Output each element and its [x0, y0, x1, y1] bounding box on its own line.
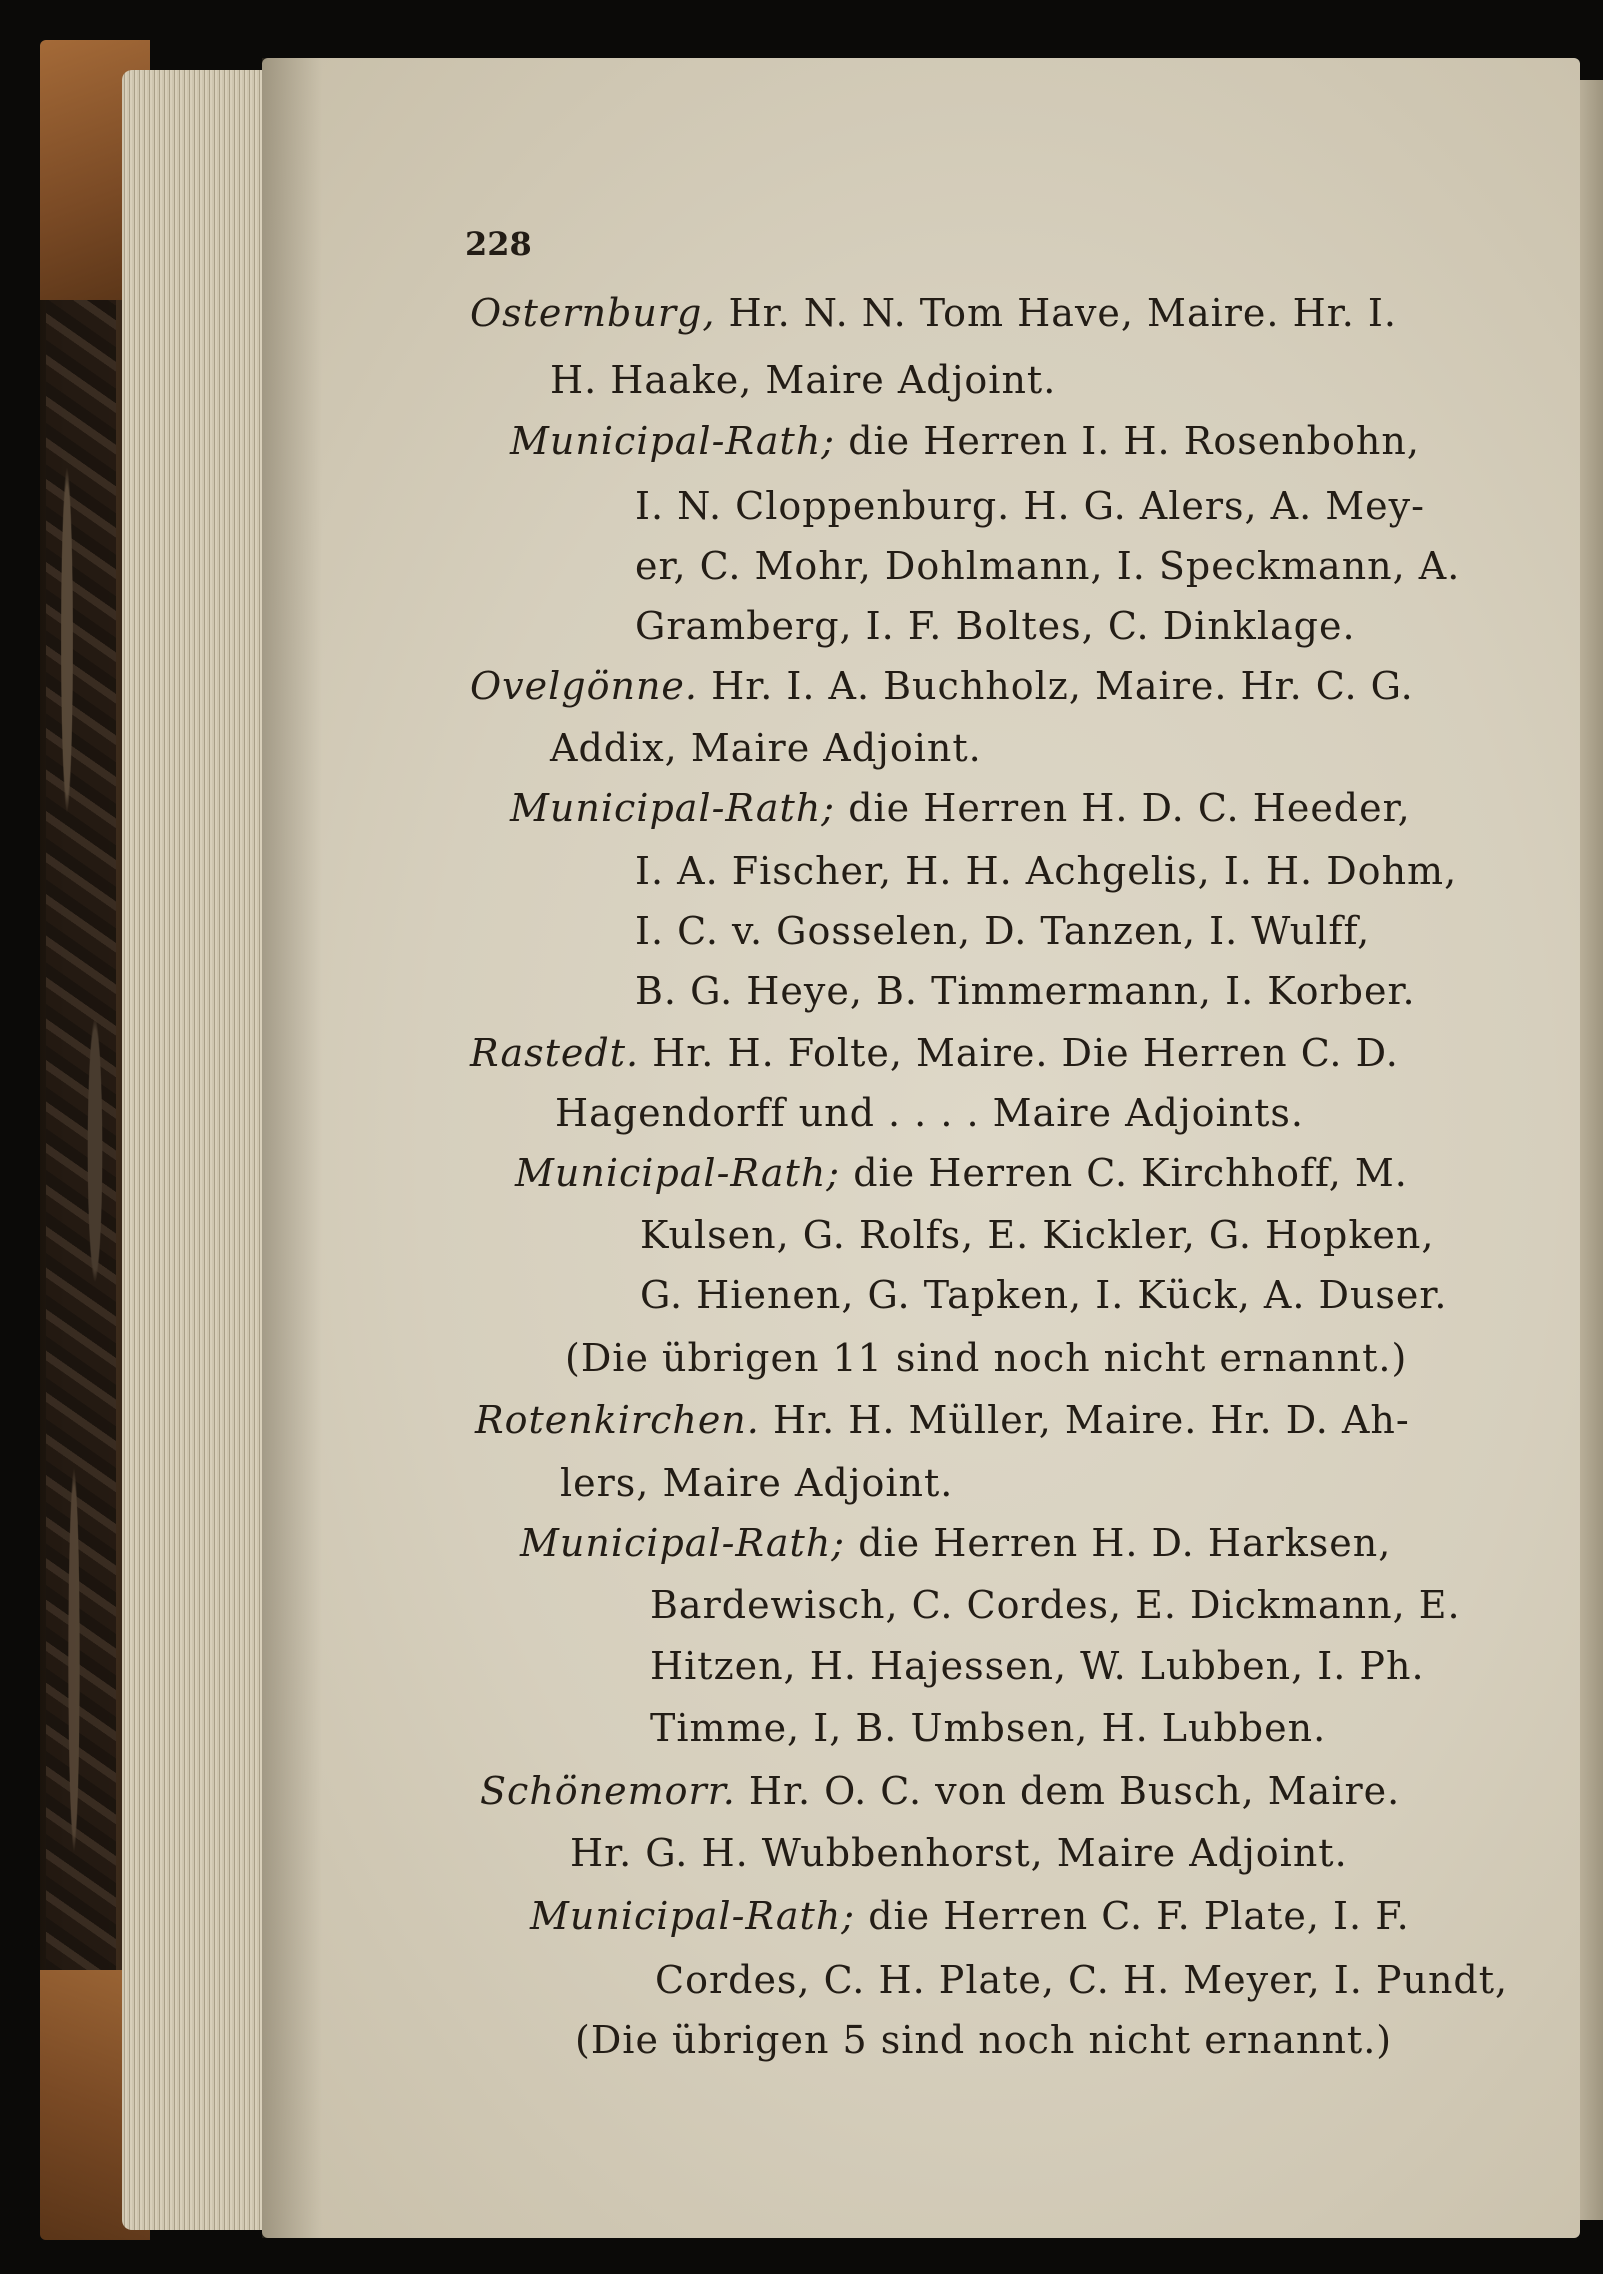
- place-name: Rastedt.: [470, 1031, 640, 1075]
- entry-line: [470, 290, 1397, 336]
- municipal-rath-label: Municipal-Rath;: [510, 786, 836, 830]
- place-name: Schönemorr.: [480, 1769, 736, 1813]
- rath-line: Timme, I, B. Umbsen, H. Lubben.: [650, 1706, 1327, 1750]
- rath-line: Hitzen, H. Hajessen, W. Lubben, I. Ph.: [650, 1644, 1425, 1688]
- entry-line: [475, 1397, 1410, 1443]
- entry-line: [470, 663, 1414, 709]
- municipal-rath-label: Municipal-Rath;: [520, 1521, 846, 1565]
- municipal-rath-label: Municipal-Rath;: [530, 1894, 856, 1938]
- entry-line: Hagendorff und . . . . Maire Adjoints.: [555, 1091, 1304, 1135]
- entry-line: Hr. G. H. Wubbenhorst, Maire Adjoint.: [570, 1831, 1348, 1875]
- rath-line: [515, 1150, 1408, 1196]
- entry-line: Addix, Maire Adjoint.: [550, 726, 982, 770]
- rath-line: G. Hienen, G. Tapken, I. Kück, A. Duser.: [640, 1273, 1448, 1317]
- rath-line: Bardewisch, C. Cordes, E. Dickmann, E.: [650, 1583, 1461, 1627]
- municipal-rath-label: Municipal-Rath;: [510, 419, 836, 463]
- place-name: Rotenkirchen.: [475, 1398, 760, 1442]
- rath-text: die Herren H. D. Harksen,: [858, 1521, 1392, 1565]
- entry-text: Hr. O. C. von dem Busch, Maire.: [748, 1769, 1401, 1813]
- rath-text: die Herren C. Kirchhoff, M.: [853, 1151, 1408, 1195]
- entry-line: [470, 1030, 1399, 1076]
- rath-line: [510, 418, 1420, 464]
- entry-text: Hr. N. N. Tom Have, Maire. Hr. I.: [728, 291, 1397, 335]
- entry-text: Hr. H. Müller, Maire. Hr. D. Ah-: [772, 1398, 1410, 1442]
- rath-text: die Herren C. F. Plate, I. F.: [868, 1894, 1410, 1938]
- rath-line: [520, 1520, 1391, 1566]
- rath-line: Cordes, C. H. Plate, C. H. Meyer, I. Pundt,: [655, 1958, 1509, 2002]
- rath-line: [530, 1893, 1410, 1939]
- rath-text: die Herren H. D. C. Heeder,: [848, 786, 1411, 830]
- entry-text: Hr. I. A. Buchholz, Maire. Hr. C. G.: [711, 664, 1414, 708]
- place-name: Osternburg,: [470, 291, 716, 335]
- page-number: 228: [465, 225, 532, 263]
- entry-text: Hr. H. Folte, Maire. Die Herren C. D.: [652, 1031, 1399, 1075]
- rath-line: I. A. Fischer, H. H. Achgelis, I. H. Dohm,: [635, 849, 1458, 893]
- rath-line: Gramberg, I. F. Boltes, C. Dinklage.: [635, 604, 1356, 648]
- page-edges: [122, 70, 282, 2230]
- rath-line: (Die übrigen 11 sind noch nicht ernannt.): [565, 1336, 1408, 1380]
- entry-line: lers, Maire Adjoint.: [560, 1461, 954, 1505]
- rath-line: (Die übrigen 5 sind noch nicht ernannt.): [575, 2018, 1393, 2062]
- rath-line: B. G. Heye, B. Timmermann, I. Korber.: [635, 969, 1416, 1013]
- place-name: Ovelgönne.: [470, 664, 698, 708]
- rath-line: I. N. Cloppenburg. H. G. Alers, A. Mey-: [635, 484, 1425, 528]
- municipal-rath-label: Municipal-Rath;: [515, 1151, 841, 1195]
- rath-line: [510, 785, 1411, 831]
- marbled-cover-paper: [46, 300, 116, 2000]
- rath-line: I. C. v. Gosselen, D. Tanzen, I. Wulff,: [635, 909, 1371, 953]
- rath-text: die Herren I. H. Rosenbohn,: [848, 419, 1420, 463]
- entry-line: [480, 1768, 1400, 1814]
- entry-line: H. Haake, Maire Adjoint.: [550, 358, 1057, 402]
- gutter-shadow: [262, 58, 322, 2238]
- rath-line: er, C. Mohr, Dohlmann, I. Speckmann, A.: [635, 544, 1461, 588]
- rath-line: Kulsen, G. Rolfs, E. Kickler, G. Hopken,: [640, 1213, 1435, 1257]
